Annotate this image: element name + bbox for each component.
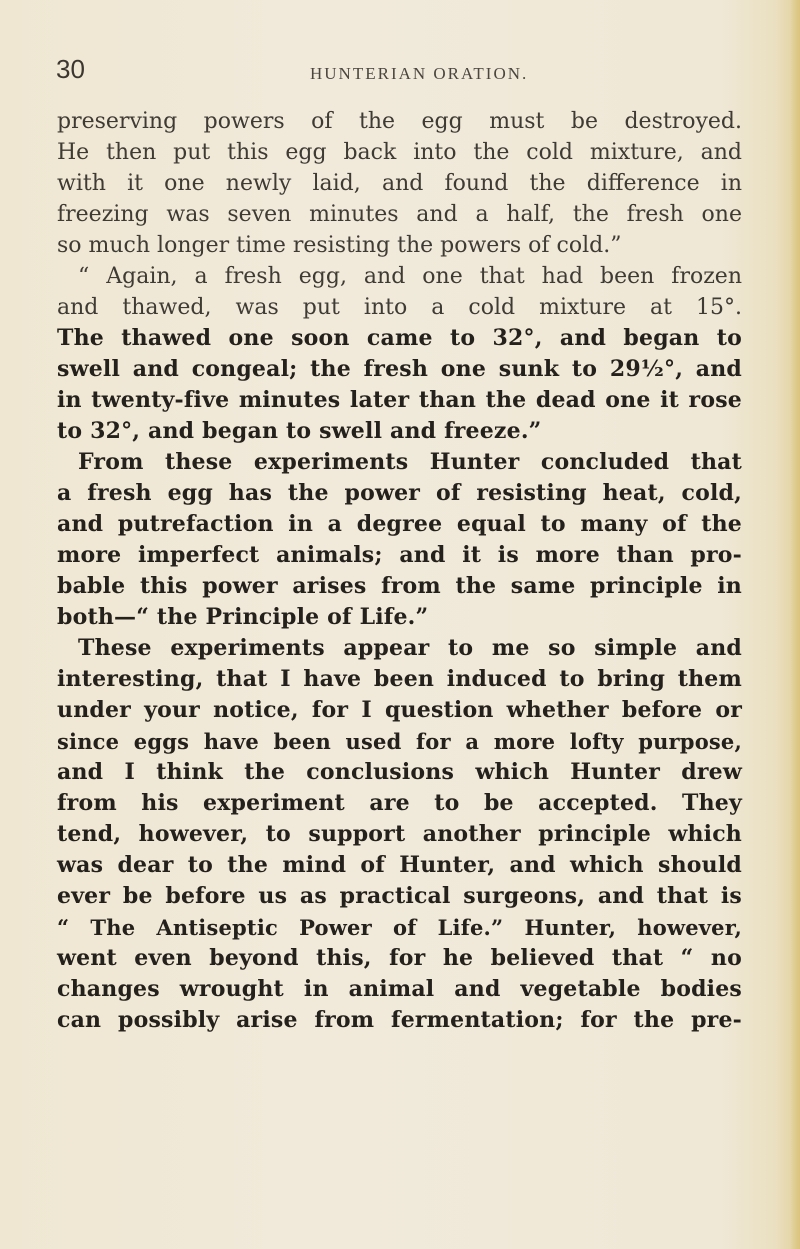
text-line: changes wrought in animal and vegetable bodies: [57, 976, 742, 1002]
text-line: These experiments appear to me so simple and: [78, 635, 742, 661]
text-line: tend, however, to support another principle which: [57, 821, 742, 847]
text-line: The thawed one soon came to 32°, and began to: [57, 325, 742, 351]
text-line: under your notice, for I question whether before or: [57, 697, 742, 723]
text-line: interesting, that I have been induced to bring them: [57, 666, 742, 692]
text-line: “ The Antiseptic Power of Life.” Hunter, however,: [57, 915, 742, 940]
text-line: both—“ the Principle of Life.”: [57, 604, 429, 630]
text-line: and I think the conclusions which Hunter drew: [57, 759, 742, 785]
text-line: bable this power arises from the same principle in: [57, 573, 742, 599]
page-number: 30: [56, 54, 85, 84]
text-line: since eggs have been used for a more lofty purpose,: [57, 729, 742, 754]
text-line: was dear to the mind of Hunter, and which should: [57, 852, 742, 878]
text-line: “ Again, a fresh egg, and one that had been frozen: [78, 264, 742, 289]
text-line: freezing was seven minutes and a half, the fresh one: [57, 202, 742, 227]
text-line: preserving powers of the egg must be destroyed.: [57, 109, 742, 134]
running-head: HUNTERIAN ORATION.: [310, 64, 529, 83]
text-line: and thawed, was put into a cold mixture at 15°.: [57, 295, 742, 320]
text-line: with it one newly laid, and found the difference in: [57, 171, 742, 196]
page-header: [56, 54, 756, 88]
body-text: [57, 106, 742, 1036]
text-line: so much longer time resisting the powers of cold.”: [57, 233, 622, 258]
text-line: a fresh egg has the power of resisting heat, cold,: [57, 480, 742, 506]
text-line: from his experiment are to be accepted. They: [57, 790, 742, 816]
text-line: to 32°, and began to swell and freeze.”: [57, 418, 542, 444]
text-line: From these experiments Hunter concluded that: [78, 449, 742, 475]
text-line: and putrefaction in a degree equal to many of the: [57, 511, 742, 537]
page-edge: [790, 0, 800, 1249]
text-line: went even beyond this, for he believed that “ no: [57, 945, 742, 971]
text-line: ever be before us as practical surgeons, and that is: [57, 883, 742, 909]
text-line: more imperfect animals; and it is more than pro-: [57, 542, 742, 568]
text-line: He then put this egg back into the cold mixture, and: [57, 140, 742, 165]
text-line: can possibly arise from fermentation; for the pre-: [57, 1007, 742, 1033]
text-line: swell and congeal; the fresh one sunk to 29½°, and: [57, 356, 742, 382]
text-line: in twenty-five minutes later than the dead one it rose: [57, 387, 742, 413]
